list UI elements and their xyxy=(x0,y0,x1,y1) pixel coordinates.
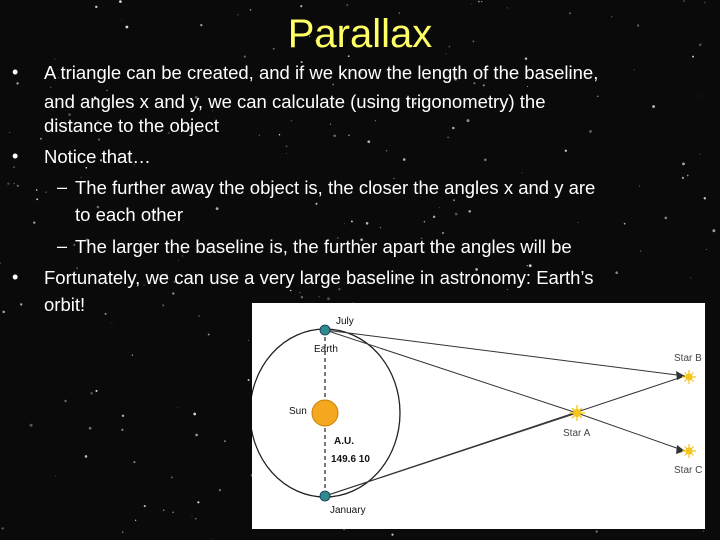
background-star xyxy=(330,124,331,125)
background-star xyxy=(286,153,287,154)
background-star xyxy=(347,4,348,5)
background-star xyxy=(212,539,213,540)
background-star xyxy=(380,227,381,228)
background-star xyxy=(14,183,15,184)
background-star xyxy=(478,1,480,3)
background-star xyxy=(467,119,470,122)
background-star xyxy=(703,531,704,532)
background-star xyxy=(333,134,336,137)
background-star xyxy=(55,475,56,476)
background-star xyxy=(291,120,293,122)
background-star xyxy=(95,390,97,392)
background-star xyxy=(577,222,578,223)
background-star xyxy=(652,105,655,108)
background-star xyxy=(299,292,300,293)
background-star xyxy=(565,150,567,152)
background-star xyxy=(36,189,38,191)
sight-line-c xyxy=(577,413,685,451)
background-star xyxy=(197,501,199,503)
background-star xyxy=(327,297,330,300)
background-star xyxy=(664,217,667,220)
background-star xyxy=(424,221,425,222)
earth-january-icon xyxy=(320,491,330,501)
background-star xyxy=(597,96,599,98)
background-star xyxy=(386,150,388,152)
background-star xyxy=(9,132,10,133)
background-star xyxy=(111,322,112,323)
background-star xyxy=(624,223,626,225)
bullet-2-line-1: Notice that… xyxy=(44,146,151,167)
background-star xyxy=(634,69,635,70)
background-star xyxy=(447,137,449,139)
background-star xyxy=(224,440,226,442)
label-star-b: Star B xyxy=(674,353,702,364)
background-star xyxy=(507,7,508,8)
background-star xyxy=(319,296,320,297)
bullet-marker: • xyxy=(12,267,19,287)
label-star-a: Star A xyxy=(563,428,591,439)
label-july: July xyxy=(336,316,354,327)
background-star xyxy=(403,158,406,161)
background-star xyxy=(471,4,472,5)
bullet-3-line-1: Fortunately, we can use a very large baseline in astronomy: Earth’s xyxy=(44,267,594,288)
background-star xyxy=(286,145,288,147)
background-star xyxy=(439,207,440,208)
background-star xyxy=(193,413,196,416)
background-star xyxy=(122,531,124,533)
background-star xyxy=(119,0,122,3)
slide-title: Parallax xyxy=(287,12,433,56)
background-star xyxy=(704,197,706,199)
label-january: January xyxy=(330,505,366,516)
background-star xyxy=(17,185,19,187)
background-star xyxy=(0,262,1,264)
sight-line-july xyxy=(325,330,577,413)
background-star xyxy=(105,313,107,315)
background-star xyxy=(45,191,46,192)
sight-line-b-upper xyxy=(325,330,685,376)
background-star xyxy=(455,213,458,216)
background-star xyxy=(701,95,702,96)
background-star xyxy=(216,207,219,210)
sub-bullet-2-line-1: The larger the baseline is, the further apart the angles will be xyxy=(75,236,572,257)
background-star xyxy=(171,476,173,478)
background-star xyxy=(433,216,435,218)
background-star xyxy=(2,311,4,314)
background-star xyxy=(279,134,280,135)
background-star xyxy=(195,434,198,437)
background-star xyxy=(706,249,707,250)
star-b-icon xyxy=(682,370,696,384)
background-star xyxy=(20,303,22,305)
background-star xyxy=(198,316,199,317)
background-star xyxy=(90,392,93,395)
earth-july-icon xyxy=(320,325,330,335)
background-star xyxy=(64,400,66,402)
background-star xyxy=(452,127,455,130)
background-star xyxy=(208,334,210,336)
background-star xyxy=(640,250,642,252)
label-au-value: 149.6 10 xyxy=(331,454,370,465)
background-star xyxy=(195,518,197,520)
bullet-1-line-3: distance to the object xyxy=(44,115,219,136)
star-c-icon xyxy=(682,444,696,458)
background-star xyxy=(30,424,33,427)
background-star xyxy=(85,455,88,458)
background-star xyxy=(367,140,370,143)
background-star xyxy=(704,2,705,3)
background-star xyxy=(89,427,92,430)
background-star xyxy=(690,277,691,278)
background-star xyxy=(248,340,249,341)
background-star xyxy=(687,175,689,177)
bullet-1-line-2: and angles x and y, we can calculate (using trigonometry) the xyxy=(44,91,546,112)
background-star xyxy=(132,354,133,355)
background-star xyxy=(682,163,685,166)
star-a-icon xyxy=(569,405,585,421)
background-star xyxy=(589,130,592,133)
background-star xyxy=(351,220,353,222)
background-star xyxy=(192,516,193,517)
bullet-1-line-1: A triangle can be created, and if we know the length of the baseline, xyxy=(44,62,599,83)
background-star xyxy=(135,520,136,521)
background-star xyxy=(95,6,97,8)
bullet-marker: • xyxy=(12,146,19,166)
background-star xyxy=(300,5,302,7)
background-star xyxy=(162,304,164,306)
background-star xyxy=(484,159,487,162)
background-star xyxy=(172,292,174,294)
sun-icon xyxy=(312,400,338,426)
background-star xyxy=(248,379,250,381)
background-star xyxy=(219,489,221,491)
background-star xyxy=(481,1,482,2)
background-star xyxy=(700,154,701,155)
arrowhead-icon xyxy=(676,371,685,380)
label-star-c: Star C xyxy=(674,465,703,476)
background-star xyxy=(301,296,303,298)
background-star xyxy=(121,429,123,431)
background-star xyxy=(259,135,260,136)
sight-line-b-lower xyxy=(325,376,685,496)
background-star xyxy=(172,512,173,513)
dash-marker: – xyxy=(57,177,68,197)
background-star xyxy=(712,229,715,232)
background-star xyxy=(144,505,146,507)
background-star xyxy=(344,223,345,224)
background-star xyxy=(2,527,4,529)
background-star xyxy=(683,0,685,2)
background-star xyxy=(366,222,369,225)
background-star xyxy=(639,185,640,186)
background-star xyxy=(391,534,393,536)
background-star xyxy=(33,221,35,223)
parallax-diagram xyxy=(252,303,705,529)
background-star xyxy=(122,415,124,417)
dash-marker: – xyxy=(57,236,68,256)
background-star xyxy=(615,271,618,274)
label-earth: Earth xyxy=(314,344,338,355)
background-star xyxy=(348,134,350,136)
sub-bullet-1-line-1: The further away the object is, the closer the angles x and y are xyxy=(75,177,596,198)
bullet-3-line-2: orbit! xyxy=(44,294,86,315)
background-star xyxy=(375,120,376,121)
background-star xyxy=(133,461,135,463)
label-au: A.U. xyxy=(334,436,354,447)
background-star xyxy=(316,203,318,205)
background-star xyxy=(468,210,470,212)
background-star xyxy=(682,177,684,179)
background-star xyxy=(7,183,9,185)
background-star xyxy=(595,530,597,532)
background-star xyxy=(177,407,178,408)
sub-bullet-1-line-2: to each other xyxy=(75,204,183,225)
bullet-marker: • xyxy=(12,62,19,82)
label-sun: Sun xyxy=(289,406,307,417)
background-star xyxy=(36,198,38,200)
background-star xyxy=(40,138,42,140)
background-star xyxy=(163,509,165,511)
